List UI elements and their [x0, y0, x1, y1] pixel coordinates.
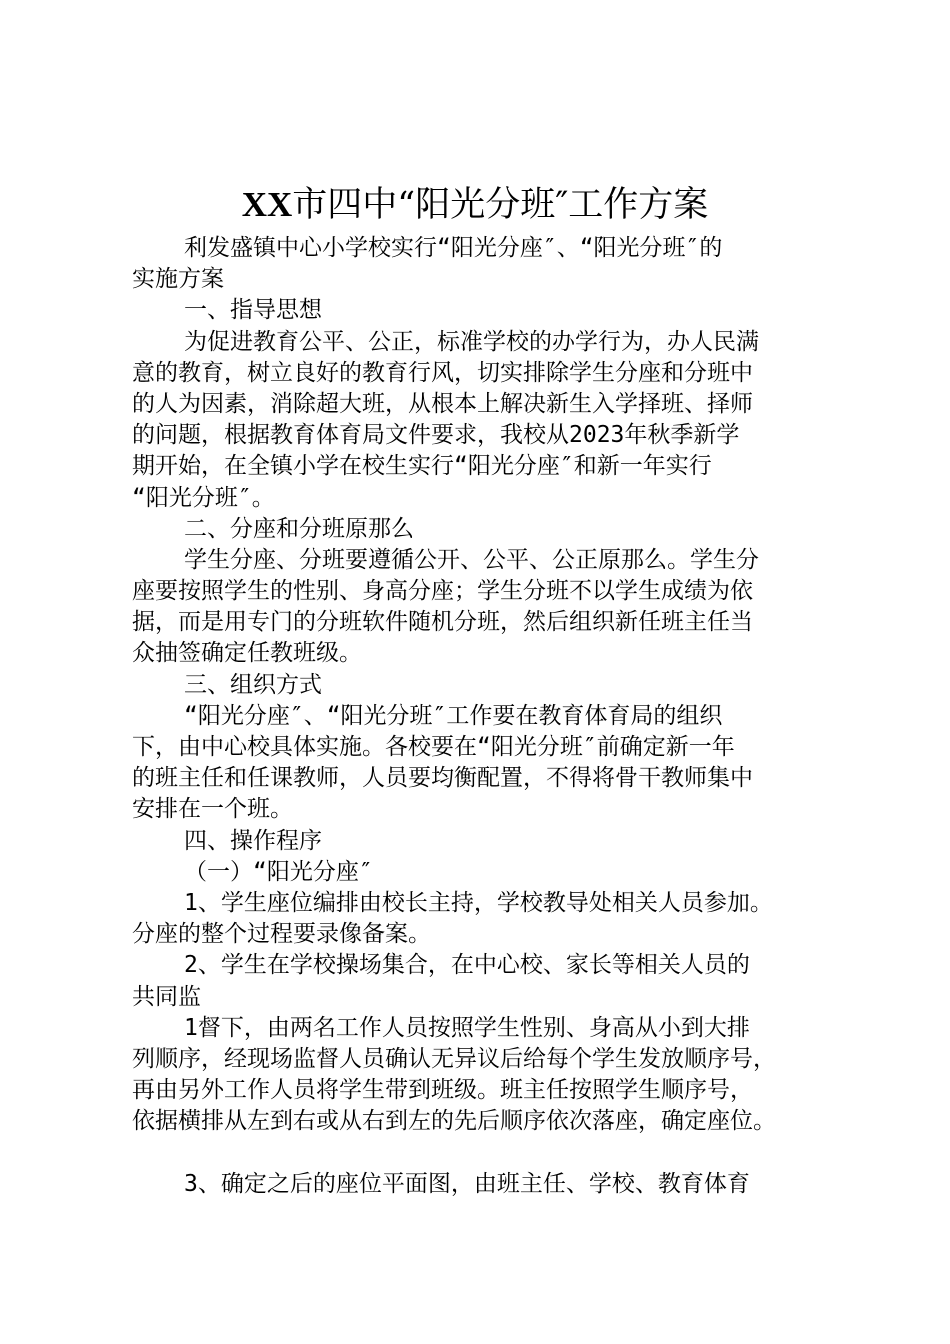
paragraph-line: 共同监: [132, 983, 201, 1010]
paragraph-line: 安排在一个班。: [132, 796, 293, 823]
title-text: 市四中“阳光分班″工作方案: [292, 185, 709, 225]
paragraph-line: 二、分座和分班原那么: [184, 515, 414, 542]
paragraph-line: 期开始，在全镇小学在校生实行“阳光分座″和新一年实行: [132, 453, 712, 480]
paragraph-line: 列顺序，经现场监督人员确认无异议后给每个学生发放顺序号，: [132, 1045, 776, 1072]
paragraph-line: 2、学生在学校操场集合，在中心校、家长等相关人员的: [184, 952, 750, 979]
paragraph-line: 下，由中心校具体实施。各校要在“阳光分班″前确定新一年: [132, 734, 735, 760]
title-prefix: XX: [241, 185, 293, 224]
paragraph-line: 分座的整个过程要录像备案。: [132, 921, 431, 948]
paragraph-line: 四、操作程序: [184, 827, 322, 854]
paragraph-line: 实施方案: [132, 266, 224, 293]
document-title: [0, 183, 950, 227]
paragraph-line: “阳光分座″、“阳光分班″工作要在教育体育局的组织: [184, 702, 723, 729]
paragraph-line: 众抽签确定任教班级。: [132, 640, 362, 667]
paragraph-line: 为促进教育公平、公正，标准学校的办学行为，办人民满: [184, 328, 759, 355]
paragraph-line: 一、指导思想: [184, 297, 322, 324]
paragraph-line: 1、学生座位编排由校长主持，学校教导处相关人员参加。: [184, 889, 773, 916]
document-body: [132, 233, 832, 1200]
paragraph-line: 的问题，根据教育体育局文件要求，我校从2023年秋季新学: [132, 422, 740, 449]
paragraph-line: 3、确定之后的座位平面图，由班主任、学校、教育体育: [184, 1170, 750, 1197]
paragraph-line: 依据横排从左到右或从右到左的先后顺序依次落座，确定座位。: [132, 1108, 776, 1135]
paragraph-line: “阳光分班″。: [132, 484, 275, 511]
paragraph-line: 的班主任和任课教师，人员要均衡配置，不得将骨干教师集中: [132, 765, 753, 792]
paragraph-line: 的人为因素，消除超大班，从根本上解决新生入学择班、择师: [132, 390, 753, 417]
paragraph-line: 座要按照学生的性别、身高分座；学生分班不以学生成绩为依: [132, 578, 753, 605]
paragraph-line: 1督下，由两名工作人员按照学生性别、身高从小到大排: [184, 1014, 750, 1041]
paragraph-line: 据，而是用专门的分班软件随机分班，然后组织新任班主任当: [132, 609, 753, 636]
paragraph-line: 学生分座、分班要遵循公开、公平、公正原那么。学生分: [184, 546, 759, 573]
paragraph-line: 再由另外工作人员将学生带到班级。班主任按照学生顺序号，: [132, 1077, 753, 1104]
paragraph-line: （一）“阳光分座″: [184, 858, 373, 885]
blank-line: [132, 1137, 832, 1168]
paragraph-line: 利发盛镇中心小学校实行“阳光分座″、“阳光分班″的: [184, 235, 723, 261]
paragraph-line: 三、组织方式: [184, 671, 322, 698]
paragraph-line: 意的教育，树立良好的教育行风，切实排除学生分座和分班中: [132, 359, 753, 386]
